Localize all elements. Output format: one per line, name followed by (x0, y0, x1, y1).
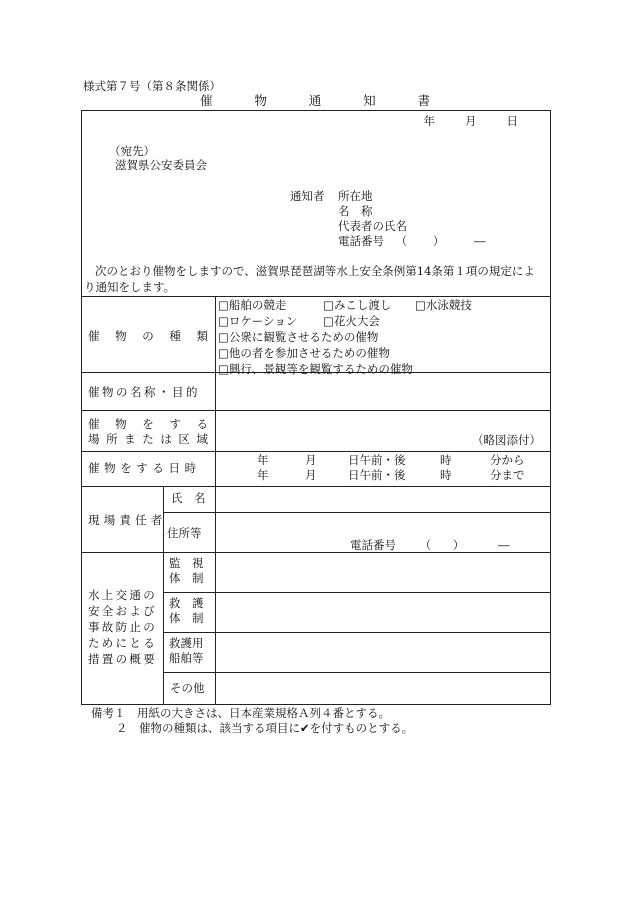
label-char: す (169, 417, 181, 431)
safety-item-rescue-line1: 救 護 (169, 596, 204, 610)
site-manager-name-field[interactable] (216, 487, 550, 512)
safety-label-line4: ためにとる (88, 636, 157, 650)
site-manager-phone-paren-open: （ (419, 538, 432, 552)
date-day-label: 日 (506, 114, 518, 128)
start-hour: 時 (440, 453, 452, 467)
rescue-boats-field[interactable] (216, 633, 550, 672)
event-name-field[interactable] (216, 373, 550, 410)
label-char: 催 (88, 417, 100, 431)
date-year-label: 年 (423, 114, 435, 128)
end-month: 月 (305, 468, 317, 482)
label-char: 場 (88, 432, 100, 446)
label-char: の (142, 329, 154, 343)
notifier-phone-field[interactable] (338, 236, 485, 248)
event-place-label-line1 (88, 416, 208, 432)
site-manager-label: 現場責任者 (88, 513, 167, 527)
safety-label-line5: 措置の概要 (88, 652, 157, 666)
safety-label-line2: 安全および (88, 604, 157, 618)
start-day-ampm: 日午前・後 (348, 453, 406, 467)
start-year: 年 (257, 453, 269, 467)
notifier-address-field[interactable]: 所在地 (338, 189, 373, 203)
label-char: を (142, 417, 154, 431)
event-type-option-public-viewing[interactable]: □公衆に観覧させるための催物 (218, 330, 379, 344)
event-type-option-location[interactable]: □ロケーション (218, 314, 298, 328)
start-month: 月 (305, 453, 317, 467)
remarks-line2: ２ 催物の種類は、該当する項目に✔を付すものとする。 (116, 721, 414, 735)
title-char: 書 (417, 93, 430, 108)
notifier-phone-paren-open: （ (395, 234, 408, 248)
form-number: 様式第７号（第８条関係） (83, 79, 221, 93)
notifier-phone-label: 電話番号 (338, 234, 384, 248)
table-top-border (82, 296, 550, 297)
addressee-name: 滋賀県公安委員会 (115, 158, 207, 172)
title-char: 知 (363, 93, 376, 108)
other-measures-field[interactable] (216, 673, 550, 704)
event-type-option-swimming[interactable]: □水泳競技 (415, 298, 472, 312)
label-char: 物 (115, 329, 127, 343)
end-hour: 時 (440, 468, 452, 482)
label-char: 催 (88, 329, 100, 343)
title-char: 通 (308, 93, 322, 108)
monitoring-system-field[interactable] (216, 553, 550, 592)
notifier-name-field[interactable]: 名 称 (338, 204, 373, 218)
event-type-option-fireworks[interactable]: □花火大会 (323, 314, 380, 328)
label-char: た (142, 432, 154, 446)
title-char: 物 (254, 93, 267, 108)
date-month-label: 月 (465, 114, 477, 128)
start-minute: 分から (490, 453, 525, 467)
site-manager-address-label: 住所等 (167, 526, 202, 540)
event-name-label: 催物の名称・目的 (88, 385, 200, 399)
end-year: 年 (257, 468, 269, 482)
label-char: 類 (196, 329, 208, 343)
map-attachment-note: （略図添付） (472, 433, 541, 447)
label-char: 種 (169, 329, 181, 343)
safety-item-rescue-line2: 体 制 (169, 611, 204, 625)
label-char: ま (124, 432, 136, 446)
event-type-label (88, 328, 208, 344)
label-char: 物 (115, 417, 127, 431)
event-type-option-boat-race[interactable]: □船舶の競走 (218, 298, 287, 312)
date-field[interactable] (424, 116, 519, 128)
safety-item-monitoring-line2: 体 制 (169, 571, 204, 585)
rescue-system-field[interactable] (216, 593, 550, 632)
notifier-label: 通知者 (290, 189, 325, 203)
form-sheet (81, 110, 551, 705)
event-type-option-participation[interactable]: □他の者を参加させるための催物 (218, 346, 390, 360)
site-manager-phone-label: 電話番号 (350, 538, 396, 552)
statement-line2: り通知をします。 (84, 280, 176, 294)
label-char: る (196, 417, 208, 431)
event-date-label: 催物をする日時 (88, 461, 201, 475)
notifier-phone-dash: ― (473, 234, 486, 248)
statement-line1: 次のとおり催物をしますので、滋賀県琵琶湖等水上安全条例第14条第１項の規定によ (95, 264, 535, 278)
event-place-label-line2 (88, 431, 208, 447)
safety-item-rescue-boats-line1: 救護用 (169, 636, 204, 650)
label-char: 域 (196, 432, 208, 446)
safety-item-monitoring-line1: 監 視 (169, 556, 204, 570)
safety-label-line3: 事故防止の (88, 620, 157, 634)
site-manager-phone-paren-close: ） (452, 538, 465, 552)
end-minute: 分まで (490, 468, 525, 482)
end-day-ampm: 日午前・後 (348, 468, 406, 482)
event-type-option-show-scenery[interactable]: □興行、景観等を観覧するための催物 (218, 362, 413, 376)
remarks-line1: 備考１ 用紙の大きさは、日本産業規格Ａ列４番とする。 (91, 706, 390, 720)
event-type-option-mikoshi[interactable]: □みこし渡し (323, 298, 392, 312)
safety-label-line1: 水上交通の (88, 588, 157, 602)
document-title (200, 95, 430, 108)
site-manager-phone-dash: ― (497, 538, 510, 552)
notifier-phone-paren-close: ） (432, 234, 445, 248)
label-char: 所 (106, 432, 118, 446)
title-char: 催 (200, 93, 213, 108)
safety-item-rescue-boats-line2: 船舶等 (169, 651, 204, 665)
label-char: 区 (178, 432, 190, 446)
site-manager-name-label: 氏 名 (171, 491, 206, 505)
safety-item-other: その他 (170, 681, 205, 695)
addressee-prefix: （宛先） (109, 144, 155, 158)
notifier-representative-field[interactable]: 代表者の氏名 (338, 219, 407, 233)
site-manager-phone-field[interactable] (350, 540, 509, 552)
label-char: は (160, 432, 172, 446)
